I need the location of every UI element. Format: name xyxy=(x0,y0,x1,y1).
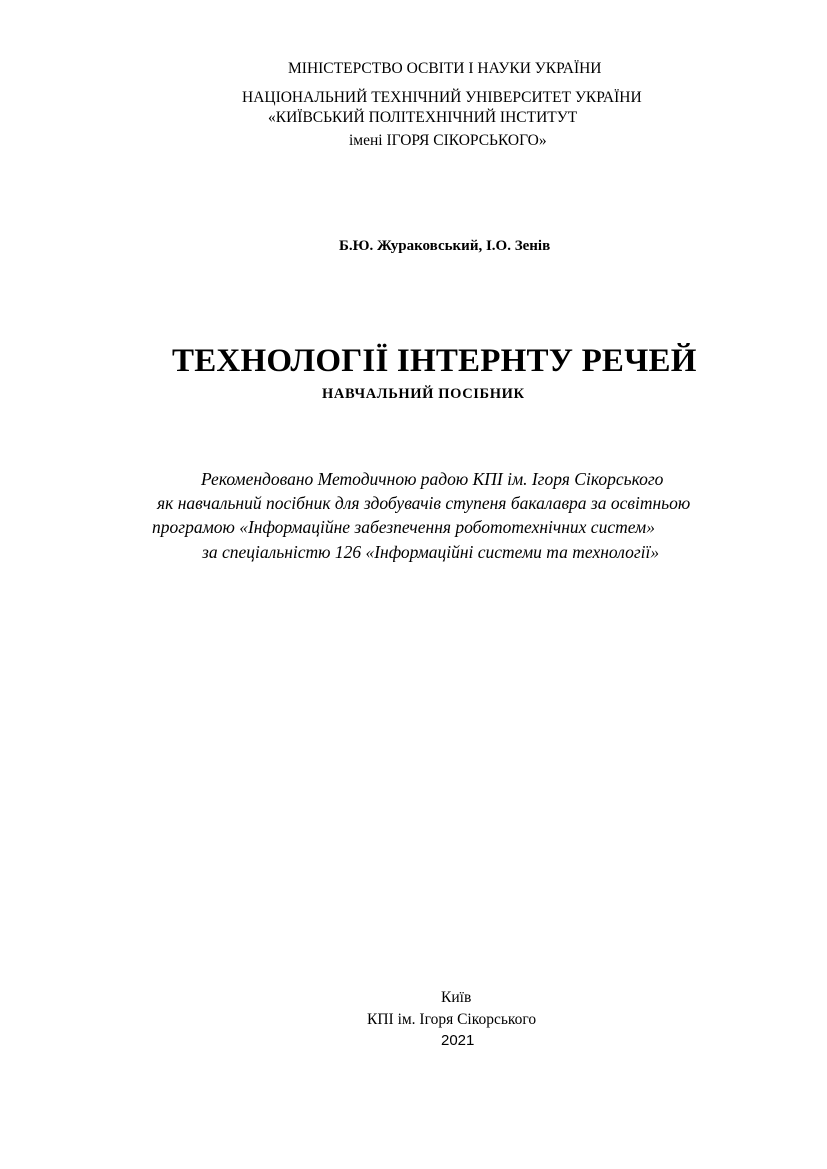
recommendation-line-2: як навчальний посібник для здобувачів ступеня бакалавра за освітньою xyxy=(157,493,691,513)
university-name-line-2: «КИЇВСЬКИЙ ПОЛІТЕХНІЧНИЙ ІНСТИТУТ xyxy=(268,109,578,126)
recommendation-line-3: програмою «Інформаційне забезпечення робототехнічних систем» xyxy=(152,517,655,537)
publisher: КПІ ім. Ігоря Сікорського xyxy=(367,1011,537,1028)
recommendation-line-4: за спеціальністю 126 «Інформаційні системи та технології» xyxy=(202,542,660,562)
authors: Б.Ю. Жураковський, І.О. Зенів xyxy=(339,238,551,254)
publication-city: Київ xyxy=(441,989,472,1006)
book-title: ТЕХНОЛОГІЇ ІНТЕРНТУ РЕЧЕЙ xyxy=(172,343,697,379)
university-name-line-1: НАЦІОНАЛЬНИЙ ТЕХНІЧНИЙ УНІВЕРСИТЕТ УКРАЇНИ xyxy=(242,89,642,106)
university-name-line-3: імені ІГОРЯ СІКОРСЬКОГО» xyxy=(349,132,547,149)
book-subtitle: НАВЧАЛЬНИЙ ПОСІБНИК xyxy=(322,386,525,402)
ministry-name: МІНІСТЕРСТВО ОСВІТИ І НАУКИ УКРАЇНИ xyxy=(288,60,602,77)
recommendation-line-1: Рекомендовано Методичною радою КПІ ім. Ігоря Сікорського xyxy=(201,469,664,489)
publication-year: 2021 xyxy=(441,1032,475,1049)
